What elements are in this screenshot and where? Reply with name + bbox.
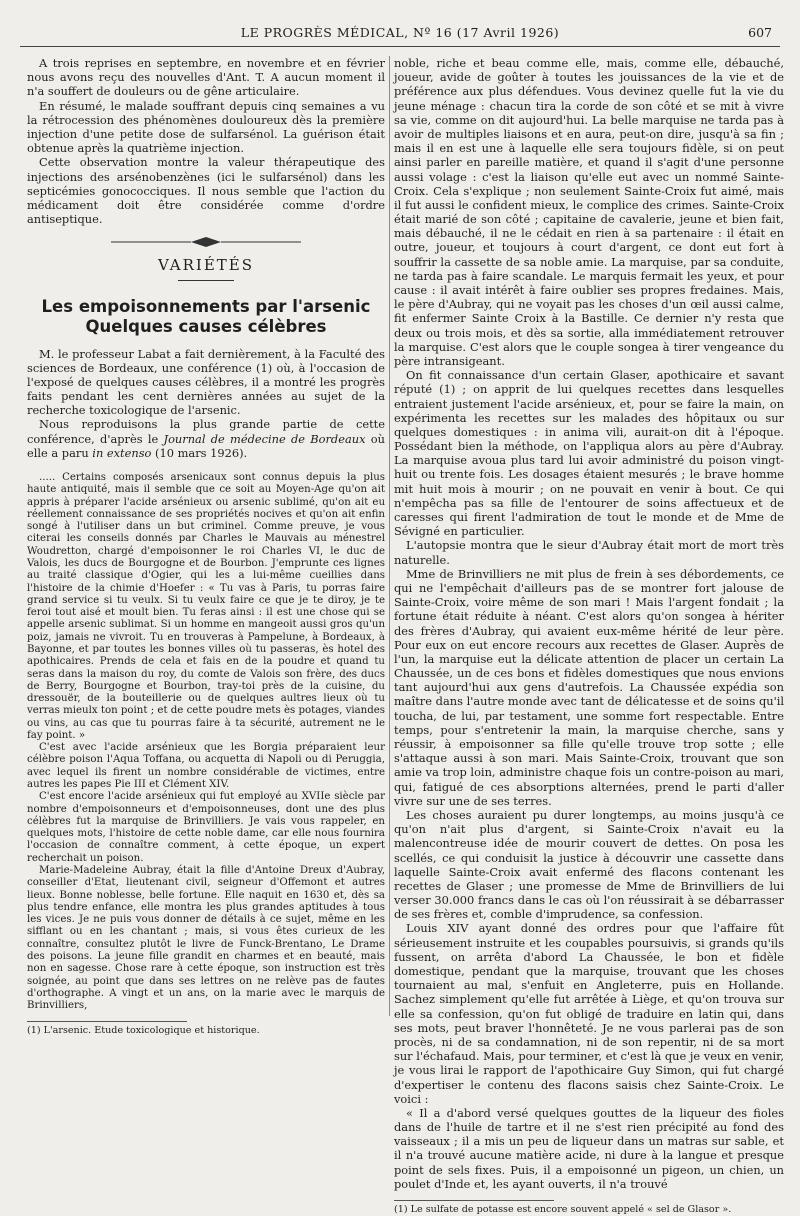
quote-paragraph: ..... Certains composés arsenicaux sont connus depuis la plus haute antiquité, mais il semble que ce soit au Moyen-Age qu'on ait appris à préparer l'acide arsénieux ou arsenic sublimé, qu'on ait eu réellement connaissance de ses propriétés nocives et qu'on ait enfin songé à l'utiliser dans un but criminel. Comme preuve, je vous citerai les conseils donnés par Charles le Mauvais au ménestrel Woudretton, chargé d'empoisonner le roi Charles VI, le duc de Valois, les ducs de Bourgogne et de Bourbon. J'emprunte ces lignes au traité classique d'Ogier, qui les a lui-même cueillies dans l'histoire de la chimie d'Hoefer : « Tu vas à Paris, tu porras faire grand service si tu veulx. Si tu veulx faire ce que je te diroy, je te feroi tout aisé et moult bien. Tu feras ainsi : il est une chose qui se appelle arsenic sublimat. Si un homme en mangeoit aussi gros qu'un poiz, jamais ne vivroit. Tu en trouveras à Pampelune, à Bordeaux, à Bayonne, et par toutes les bonnes villes où tu passeras, ès hotel des apothicaires. Prends de cela et fais en de la poudre et quand tu seras dans la maison du roy, du comte de Valois son frère, des ducs de Berry, Bourgogne et Bourbon, tray-toi près de la cuisine, du dressouër, de la bouteillerie ou de quelques aultres lieux où tu verras mieulx ton point ; et de cette poudre mets ès potages, viandes ou vins, au cas que tu pourras faire à ta sécurité, autrement ne le fay point. » bbox=[27, 472, 385, 741]
headline-line-1: Les empoisonnements par l'arsenic bbox=[41, 296, 371, 316]
page-number: 607 bbox=[748, 25, 772, 40]
article-text: où elle a paru bbox=[27, 431, 385, 460]
body-paragraph: Louis XIV ayant donné des ordres pour que l'affaire fût sérieusement instruite et les coupables poursuivis, si grands qu'ils fussent, on arrêta d'abord La Chaussée, le bon et fidèle domestique, pendant que la marquise, trouvant que les choses tournaient au mal, s'enfuit en Angleterre, puis en Hollande. Sachez simplement qu'elle fut arrêtée à Liège, et qu'on trouva sur elle sa confession, qu'on fut obligé de traduire en latin qui, dans ses mots, peut braver l'honnêteté. Je ne vous parlerai pas de son procès, ni de sa condamnation, ni de son repentir, ni de sa mort sur l'échafaud. Mais, pour terminer, et c'est là que je veux en venir, je vous lirai le rapport de l'apothicaire Guy Simon, qui fut chargé d'expertiser le contenu des flacons saisis chez Sainte-Croix. Le voici : bbox=[394, 921, 784, 1106]
journal-title: Journal de médecine de Bordeaux bbox=[163, 431, 366, 446]
article-headline bbox=[27, 297, 385, 337]
quote-paragraph: C'est encore l'acide arsénieux qui fut employé au XVIIe siècle par nombre d'empoisonneurs et d'empoisonneuses, dont une des plus célèbres fut la marquise de Brinvilliers. Je vais vous rappeler, en quelques mots, l'histoire de cette noble dame, car elle nous fournira l'occasion de connaître comment, à cette époque, un expert recherchait un poison. bbox=[27, 791, 385, 864]
body-paragraph: noble, riche et beau comme elle, mais, comme elle, débauché, joueur, avide de goûter à toutes les jouissances de la vie et de préférence aux plus défendues. Vous devinez quelle fut la vie du jeune ménage : chacun tira la corde de son côté et se mit à vivre sa vie, comme on dit aujourd'hui. La belle marquise ne tarda pas à avoir de multiples liaisons et en aura, peut-on dire, jusqu'à sa fin ; mais il en est une à laquelle elle sera toujours fidèle, si on peut ainsi parler en pareille matière, et quand il s'agit d'une personne aussi volage : c'est la liaison qu'elle eut avec un nommé Sainte-Croix. Cela s'explique ; non seulement Sainte-Croix fut aimé, mais il fut aussi le confident mieux, le complice des crimes. Sainte-Croix était marié de son côté ; capitaine de cavalerie, jeune et bien fait, mais débauché, il ne le cédait en rien à sa partenaire : il était en outre, joueur, et toujours à court d'argent, ce dont eut fort à souffrir la cassette de sa noble amie. La marquise, par sa conduite, ne tarda pas à faire scandale. Le marquis fermait les yeux, et pour cause : il avait intérêt à faire oublier ses propres fredaines. Mais, le père d'Aubray, qui ne voyait pas les choses d'un œil aussi calme, fit enfermer Sainte Croix à la Bastille. Ce dernier n'y resta que deux ou trois mois, et dès sa sortie, alla immédiatement retrouver la marquise. C'est alors que le couple songea à tirer vengeance du père intransigeant. bbox=[394, 56, 784, 368]
article-paragraph: M. le professeur Labat a fait dernièrement, à la Faculté des sciences de Bordeaux, une conférence (1) où, à l'occasion de l'exposé de quelques causes célèbres, il a montré les progrès faits pendant les cent dernières années au sujet de la recherche toxicologique de l'arsenic. bbox=[27, 346, 385, 418]
left-column bbox=[27, 56, 385, 1037]
intro-paragraph: Cette observation montre la valeur thérapeutique des injections des arsénobenzènes (ici le sulfarsénol) dans les septicémies gonococciques. Il nous semble que l'action du médicament doit être considérée comme d'ordre antiseptique. bbox=[27, 155, 385, 227]
section-title-rule bbox=[178, 280, 234, 281]
running-title: LE PROGRÈS MÉDICAL, Nº 16 (17 Avril 1926) bbox=[240, 25, 560, 40]
article-text: (10 mars 1926). bbox=[151, 445, 248, 460]
column-divider bbox=[389, 56, 390, 1016]
header-rule bbox=[20, 46, 780, 47]
section-title: VARIÉTÉS bbox=[157, 256, 255, 275]
footnote: (1) Le sulfate de potasse est encore souvent appelé « sel de Glasor ». bbox=[394, 1204, 732, 1215]
article-paragraph bbox=[27, 417, 385, 460]
body-paragraph: On fit connaissance d'un certain Glaser, apothicaire et savant réputé (1) ; on apprit de lui quelques recettes dans lesquelles entraient justement l'acide arsénieux, et, pour se faire la main, on expérimenta les recettes sur les malades des hôpitaux ou sur quelques domestiques : in anima vili, aurait-on dit à l'époque. Possédant bien la méthode, on l'appliqua alors au père d'Aubray. La marquise avoua plus tard lui avoir administré du poison vingt-huit ou trente fois. Les dosages étaient mesurés ; le brave homme mit huit mois à mourir ; on ne pouvait en venir à bout. Ce qui n'empêcha pas sa fille de l'entourer de soins affectueux et de caresses qui firent l'admiration de tout le monde et de Mme de Sévigné en particulier. bbox=[394, 368, 784, 539]
quote-paragraph: Marie-Madeleine Aubray, était la fille d'Antoine Dreux d'Aubray, conseiller d'Etat, lieutenant civil, seigneur d'Offemont et autres lieux. Bonne noblesse, belle fortune. Elle naquit en 1630 et, dès sa plus tendre enfance, elle montra les plus grandes aptitudes à tous les vices. Je ne puis vous donner de détails à ce sujet, même en les sifflant ou en les chantant ; mais, si vous êtes curieux de les connaître, consultez plutôt le livre de Funck-Brentano, Le Drame des poisons. La jeune fille grandit en charmes et en beauté, mais non en sagesse. Chose rare à cette époque, son instruction est très soignée, au point que dans ses lettres on ne relève pas de fautes d'orthographe. A vingt et un ans, on la marie avec le marquis de Brinvilliers, bbox=[27, 865, 385, 1012]
ornament-divider bbox=[111, 236, 301, 248]
footnote-rule bbox=[394, 1200, 554, 1201]
running-head bbox=[20, 25, 780, 47]
body-paragraph: Mme de Brinvilliers ne mit plus de frein à ses débordements, ce qui ne l'empêchait d'ailleurs pas de se montrer fort jalouse de Sainte-Croix, voire même de son mari ! Mais l'argent fondait ; la fortune était réduite à néant. C'est alors qu'on songea à hériter des frères d'Aubray, qui avaient eux-même hérité de leur père. Pour eux on eut encore recours aux recettes de Glaser. Auprès de l'un, la marquise eut la délicate attention de placer un certain La Chaussée, un de ces bons et fidèles domestiques que nous envions tant aujourd'hui aux gens d'autrefois. La Chaussée expédia son maître dans l'autre monde avec tant de délicatesse et de soins qu'il toucha, de lui, par testament, une somme fort respectable. Entre temps, pour s'entretenir la main, la marquise cherche, sans y réussir, à empoisonner sa fille qu'elle trouve trop sotte ; elle s'attaque aussi à son mari. Mais Sainte-Croix, trouvant que son amie va trop loin, administre chaque fois un contre-poison au mari, qui, fatigué de ces absorptions alternées, prend le parti d'aller vivre sur une de ses terres. bbox=[394, 566, 784, 808]
quote-paragraph: C'est avec l'acide arsénieux que les Borgia préparaient leur célèbre poison l'Aqua Toffana, ou acquetta di Napoli ou di Peruggia, avec lequel ils firent un nombre considérable de victimes, entre autres les papes Pie III et Clément XIV. bbox=[27, 742, 385, 791]
body-paragraph: L'autopsie montra que le sieur d'Aubray était mort de mort très naturelle. bbox=[394, 538, 784, 567]
footnote-rule bbox=[27, 1021, 187, 1022]
in-extenso: in extenso bbox=[92, 445, 152, 460]
footnote: (1) L'arsenic. Etude toxicologique et historique. bbox=[27, 1025, 260, 1037]
headline-line-2: Quelques causes célèbres bbox=[85, 316, 327, 336]
intro-paragraph: En résumé, le malade souffrant depuis cinq semaines a vu la rétrocession des phénomènes douloureux dès la première injection d'une petite dose de sulfarsénol. La guérison était obtenue après la quatrième injection. bbox=[27, 98, 385, 156]
right-column bbox=[394, 56, 784, 1216]
intro-paragraph: A trois reprises en septembre, en novembre et en février nous avons reçu des nouvelles d'Ant. T. A aucun moment il n'a souffert de douleurs ou de gêne articulaire. bbox=[27, 56, 385, 99]
body-paragraph: Les choses auraient pu durer longtemps, au moins jusqu'à ce qu'on n'ait plus d'argent, si Sainte-Croix n'avait eu la malencontreuse idée de mourir couvert de dettes. On posa les scellés, ce qui conduisit la justice à découvrir une cassette dans laquelle Sainte-Croix avait enfermé des flacons contenant les recettes de Glaser ; une promesse de Mme de Brinvilliers de lui verser 30.000 francs dans le cas où l'on réussirait à se débarrasser de ses frères et, comble d'imprudence, sa confession. bbox=[394, 807, 784, 922]
body-paragraph: « Il a d'abord versé quelques gouttes de la liqueur des fioles dans de l'huile de tartre et il ne s'est rien précipité au fond des vaisseaux ; il a mis un peu de liqueur dans un matras sur sable, et il n'a trouvé aucune matière acide, ni dure à la langue et presque point de sels fixes. Puis, il a empoisonné un pigeon, un chien, un poulet d'Inde et, les ayant ouverts, il n'a trouvé bbox=[394, 1105, 784, 1191]
article-text: Nous reproduisons la plus grande partie de cette conférence, d'après le bbox=[27, 417, 385, 446]
